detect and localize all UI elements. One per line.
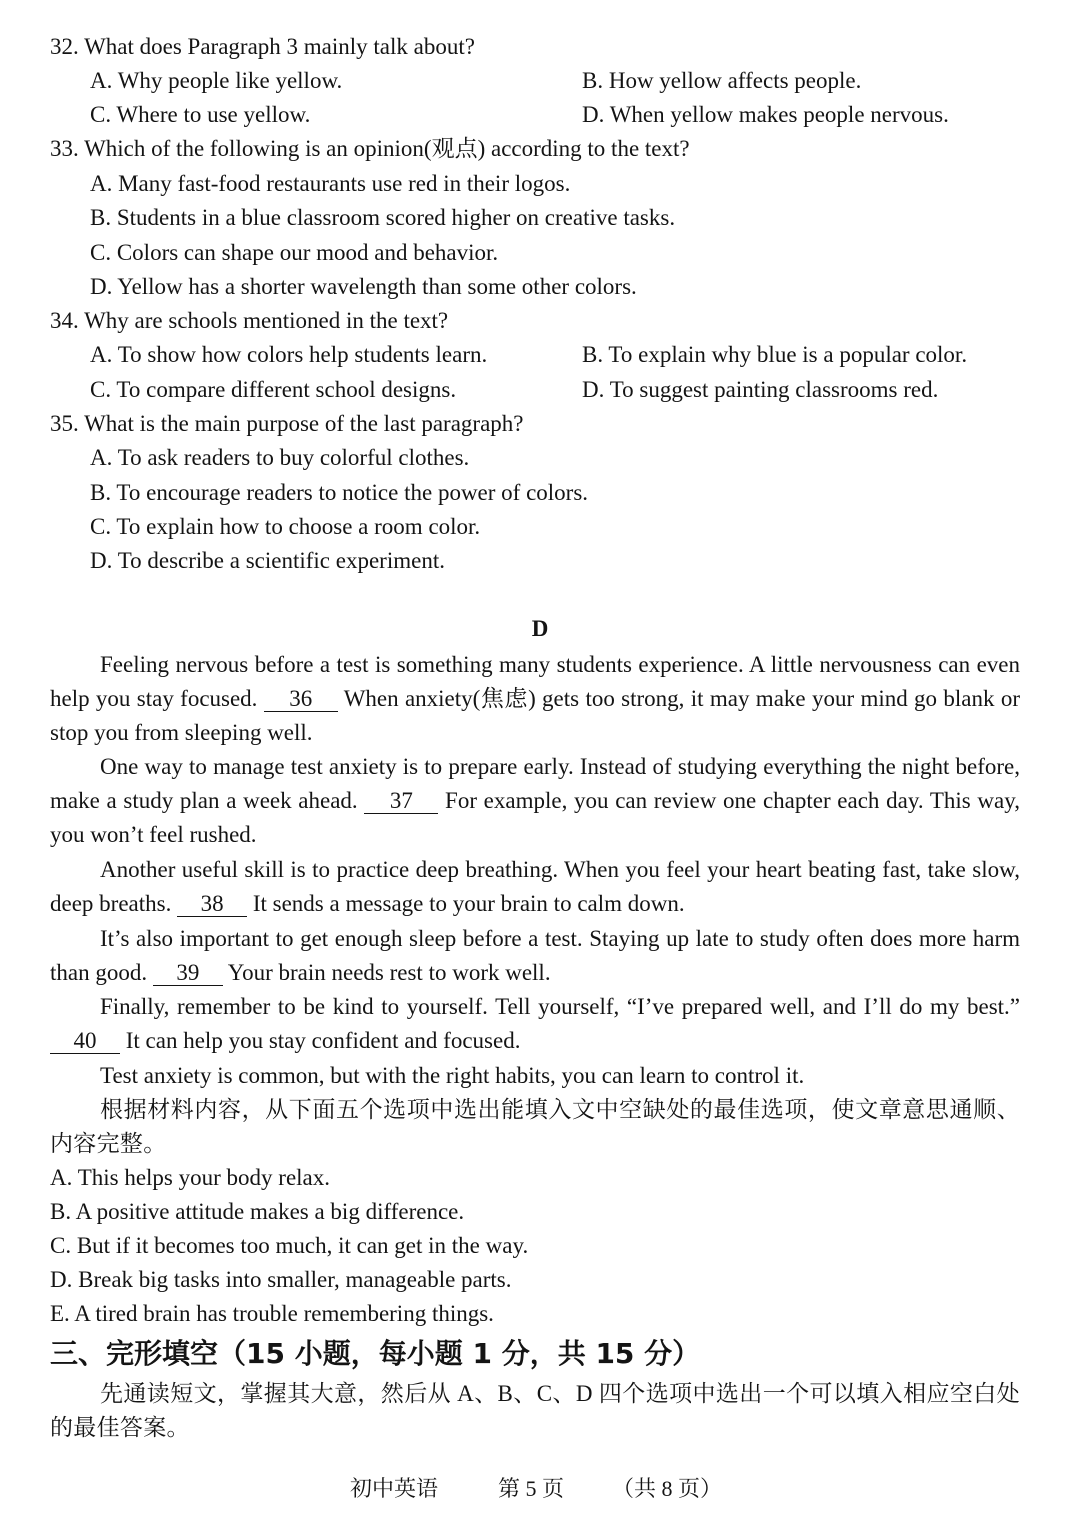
blank-39: 39: [153, 961, 223, 986]
passage-option-e: E. A tired brain has trouble remembering things.: [50, 1301, 494, 1326]
question-34-option-a: A. To show how colors help students learn.: [90, 342, 488, 367]
paragraph-3-text-b: It sends a message to your brain to calm down.: [252, 891, 685, 917]
paragraph-1-text-a: Feeling nervous before a test is something many students experience. A little nervousness can even help you stay focused.: [50, 652, 1020, 712]
passage-option-b: B. A positive attitude makes a big difference.: [50, 1199, 465, 1224]
blank-36: 36: [264, 687, 338, 712]
question-32-stem: 32. What does Paragraph 3 mainly talk about?: [50, 34, 475, 59]
question-33-stem: 33. Which of the following is an opinion(观点) according to the text?: [50, 136, 690, 161]
question-35-option-b: B. To encourage readers to notice the power of colors.: [90, 480, 589, 505]
question-33-option-a: A. Many fast-food restaurants use red in their logos.: [90, 171, 571, 196]
question-32-option-b: B. How yellow affects people.: [582, 68, 862, 93]
blank-37: 37: [364, 789, 438, 814]
passage-option-c: C. But if it becomes too much, it can get in the way.: [50, 1233, 529, 1258]
question-32-option-a: A. Why people like yellow.: [90, 68, 343, 93]
blank-38: 38: [177, 892, 247, 917]
question-35-option-a: A. To ask readers to buy colorful clothes.: [90, 445, 470, 470]
question-33-option-b: B. Students in a blue classroom scored higher on creative tasks.: [90, 205, 676, 230]
paragraph-5-text-b: It can help you stay confident and focused.: [125, 1028, 521, 1054]
question-32-option-c: C. Where to use yellow.: [90, 102, 311, 127]
passage-paragraph-2: [50, 750, 1020, 853]
question-35-stem: 35. What is the main purpose of the last paragraph?: [50, 411, 524, 436]
question-34-stem: 34. Why are schools mentioned in the text?: [50, 308, 449, 333]
paragraph-4-text-b: Your brain needs rest to work well.: [227, 960, 551, 986]
paragraph-4-text-a: It’s also important to get enough sleep before a test. Staying up late to study often does more harm than good.: [50, 926, 1020, 986]
footer-subject: 初中英语: [350, 1476, 439, 1501]
passage-letter: D: [531, 616, 549, 641]
question-35-option-d: D. To describe a scientific experiment.: [90, 548, 445, 573]
passage-instruction: 根据材料内容，从下面五个选项中选出能填入文中空缺处的最佳选项，使文章意思通顺、内容完整。: [50, 1097, 1020, 1157]
question-35-option-c: C. To explain how to choose a room color.: [90, 514, 481, 539]
passage-paragraph-5: [50, 990, 1020, 1058]
paragraph-2-text-b: For example, you can review one chapter each day. This way, you won’t feel rushed.: [50, 788, 1021, 848]
footer-page-number: 第 5 页: [498, 1476, 565, 1501]
passage-paragraph-6: Test anxiety is common, but with the right habits, you can learn to control it.: [100, 1063, 805, 1088]
passage-option-d: D. Break big tasks into smaller, manageable parts.: [50, 1267, 512, 1292]
passage-paragraph-4: [50, 922, 1020, 990]
paragraph-1-text-b: When anxiety(焦虑) gets too strong, it may make your mind go blank or stop you from sleeping well.: [50, 686, 1020, 746]
blank-40: 40: [50, 1029, 120, 1054]
question-34-option-d: D. To suggest painting classrooms red.: [582, 377, 939, 402]
passage-paragraph-1: [50, 648, 1020, 751]
question-32-option-d: D. When yellow makes people nervous.: [582, 102, 949, 127]
question-34-option-c: C. To compare different school designs.: [90, 377, 457, 402]
passage-option-a: A. This helps your body relax.: [50, 1165, 331, 1190]
passage-paragraph-3: [50, 853, 1020, 921]
question-33-option-c: C. Colors can shape our mood and behavior.: [90, 240, 499, 265]
footer-page-total: （共 8 页）: [612, 1476, 723, 1501]
paragraph-3-text-a: Another useful skill is to practice deep breathing. When you feel your heart beating fast, take slow, deep breaths.: [50, 857, 1020, 917]
question-34-option-b: B. To explain why blue is a popular color.: [582, 342, 968, 367]
section-3-heading: 三、完形填空（15 小题，每小题 1 分，共 15 分）: [50, 1337, 701, 1370]
question-33-option-d: D. Yellow has a shorter wavelength than some other colors.: [90, 274, 637, 299]
section-3-instruction: 先通读短文，掌握其大意，然后从 A、B、C、D 四个选项中选出一个可以填入相应空白处的最佳答案。: [50, 1381, 1020, 1441]
paragraph-5-text-a: Finally, remember to be kind to yourself. Tell yourself, “I’ve prepared well, and I’ll do my best.”: [100, 994, 1020, 1019]
paragraph-2-text-a: One way to manage test anxiety is to prepare early. Instead of studying everything the night before, make a study plan a week ahead.: [50, 754, 1020, 814]
